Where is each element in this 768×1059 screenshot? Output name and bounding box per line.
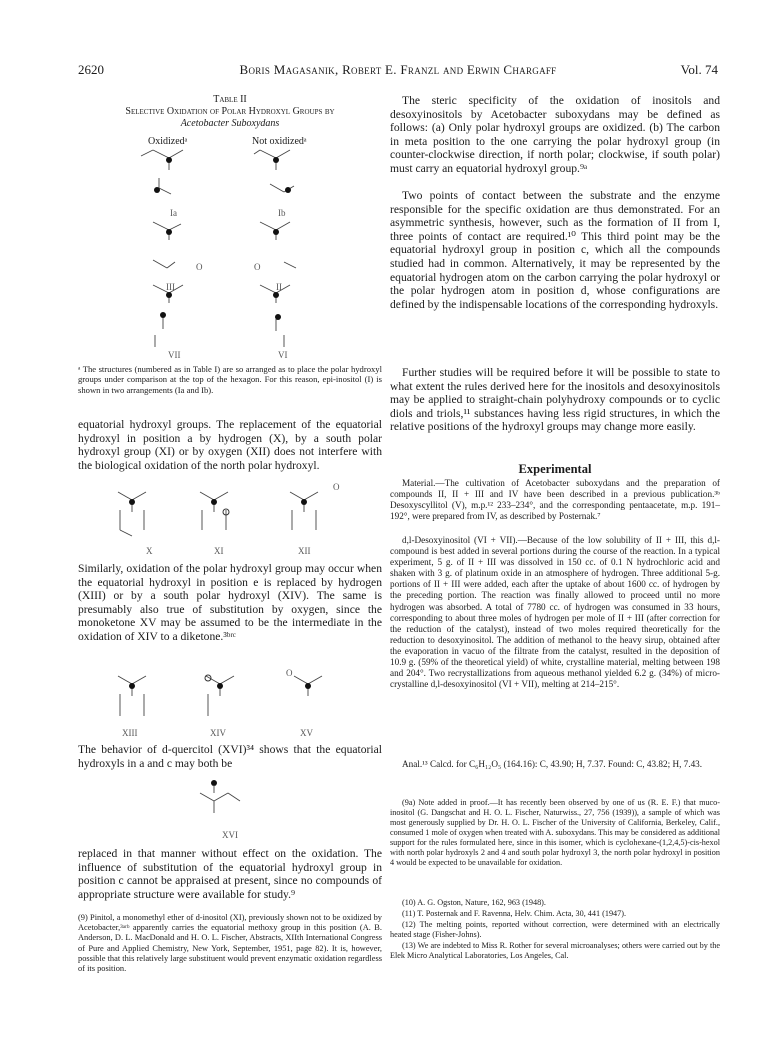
footnote-11: (11) T. Posternak and F. Ravenna, Helv. Chim. Acta, 30, 441 (1947). [402,909,627,918]
structure-ii [260,222,296,268]
label-ib: Ib [278,208,286,218]
left-para-1: equatorial hydroxyl groups. The replacement of the equatorial hydroxyl in position a by hydrogen (X), by a south polar hydroxyl group (XI) or by oxygen (XII) does not interfere with the biological oxidation of the north polar hydroxyl. [78,418,382,472]
left-para-4: replaced in that manner without effect on the oxidation. The influence of substitution of the equatorial hydroxyl group in position c cannot be appraised at present, since no compounds of appropriate structure were available for study.⁹ [78,847,382,901]
material-paragraph: Material.—The cultivation of Acetobacter suboxydans and the preparation of compounds II, II + III and IV have been described in a previous publication.³ᵇ Desoxyscyllitol (V), m.p.¹² 233–234°, and the corresponding pentaacetate, m.p. 191–192°, were prepared from IV, as described by Posternak.⁷ [390,478,720,522]
author-line: Boris Magasanik, Robert E. Franzl and Erwin Chargaff [239,62,557,77]
label-vi: VI [278,350,288,360]
experimental-heading: Experimental [518,462,592,476]
footnote-12: (12) The melting points, reported without correction, were determined with an electrically heated stage (Fisher-Johns). [390,920,720,939]
table-structures [78,148,382,363]
table-caption [78,94,382,130]
label-xi: XI [214,546,224,556]
table-subtitle: Acetobacter Suboxydans [180,118,280,129]
label-xiv: XIV [210,728,226,738]
structure-xvi [200,775,260,825]
col-not-oxidized-header: Not oxidizedᵃ [252,136,307,147]
table-footnote: ᵃ The structures (numbered as in Table I) are so arranged as to place the polar hydroxyl groups under comparison at the top of the hexagon. For this reason, epi-inositol (I) is shown in two arrangements (Ia and Ib). [78,364,382,395]
ketone-o-ii: O [254,262,261,272]
structure-ib [254,150,294,193]
structure-vii [153,285,183,347]
label-x: X [146,546,153,556]
label-xv: XV [300,728,313,738]
left-para-2: Similarly, oxidation of the polar hydroxyl group may occur when the equatorial hydroxyl in position e is replaced by hydrogen (XIII) or by a south polar hydroxyl (XIV). The same is presumably also true of substitution by oxygen, since the monoketone XV may be assumed to be the intermediate in the oxidation of XIV to a diketone.³ᵇʳᶜ [78,562,382,643]
label-xvi: XVI [222,830,238,840]
structures-xiii-xiv-xv [78,672,382,727]
page-number: 2620 [78,62,104,77]
label-iii: III [166,282,175,292]
volume-label: Vol. 74 [680,62,718,77]
structures-x-xi-xii [78,488,382,543]
footnote-13: (13) We are indebted to Miss R. Rother for several microanalyses; others were carried out by the Elek Micro Analytical Laboratories, Los Angeles, Cal. [390,941,720,960]
right-para-1: The steric specificity of the oxidation of inositols and desoxyinositols by Acetobacter suboxydans may be defined as follows: (a) Only polar hydroxyl groups are oxidized. (b) The carbon in meta position to the one carrying the polar hydroxyl group (in counter-clockwise direction, if north polar; clockwise, if south polar) must carry an equatorial hydroxyl group.⁹ᵃ [390,94,720,175]
footnote-10: (10) A. G. Ogston, Nature, 162, 963 (1948). [402,898,546,907]
label-ia: Ia [170,208,177,218]
ketone-o-iii: O [196,262,203,272]
ketone-o-xii: O [333,482,340,492]
label-xii: XII [298,546,311,556]
label-xiii: XIII [122,728,138,738]
table-title: Selective Oxidation of Polar Hydroxyl Groups by [125,106,335,117]
label-vii: VII [168,350,181,360]
label-ii: II [276,282,282,292]
ketone-o-xv: O [286,668,293,678]
table-label: Table II [213,94,247,105]
structure-iii [153,222,181,268]
right-para-3: Further studies will be required before it will be possible to state to what extent the rules derived here for the inositols and desoxyinositols may be applied to straight-chain polyhydroxy compounds or to cyclic diols and triols,¹¹ substances having less rigid structures, in which the relative positions of the hydroxyl groups may change more easily. [390,366,720,434]
footnote-9a: (9a) Note added in proof.—It has recently been observed by one of us (R. E. F.) that muco-inositol (G. Dangschat and H. O. L. Fischer, Naturwiss., 27, 756 (1939)), a sample of which was most generously supplied by Dr. H. O. L. Fischer of the University of California, Berkeley, Calif., consumed 1 mole of oxygen when treated with A. suboxydans. This may be considered as additional support for the rules formulated here, since in this isomer, which is cyclohexane-(1,2,4,5)-cis-hexol with north polar hydroxyls 2 and 4 and south polar hydroxyl 3, the north polar hydroxyl in position 4 would be expected to be unavailable for oxidation. [390,798,720,867]
structure-ia [141,150,183,194]
left-para-3: The behavior of d-quercitol (XVI)³⁴ shows that the equatorial hydroxyls in a and c may both be [78,743,382,770]
running-header [78,62,718,78]
structure-vi [260,285,290,347]
footnote-9: (9) Pinitol, a monomethyl ether of d-inositol (XI), previously shown not to be oxidized by Acetobacter,³ᵃʳᵇ apparently carries the equatorial methoxy group in this position (A. B. Anderson, D. L. MacDonald and H. O. L. Fischer, Abstracts, XIIth International Congress of Pure and Applied Chemistry, New York, September, 1951, page 82). It is, however, possible that this relatively large substituent would prevent enzymatic oxidation regardless of its position. [78,913,382,974]
analysis-paragraph: Anal.¹³ Calcd. for C₆H₁₂O₅ (164.16): C, 43.90; H, 7.37. Found: C, 43.82; H, 7.43. [402,759,703,769]
desoxyinositol-paragraph: d,l-Desoxyinositol (VI + VII).—Because of the low solubility of II + III, this d,l-compound is best added in several portions during the course of the reaction. In a typical experiment, 5 g. of II + III was dissolved in 150 cc. of 0.1 N hydrochloric acid and shaken with 3 g. of platinum oxide in an atmosphere of hydrogen. Three additional 5-g. portions of II + III were added, each after the uptake of about 1600 cc. of hydrogen by the preceding portion. The reaction was finally allowed to proceed until no more hydrogen was absorbed. A total of 7780 cc. of hydrogen was consumed in 33 hours, corresponding to about three moles of hydrogen per mole of II + III (after correction for the reduction of the catalyst), instead of two moles required theoretically for the reduction to desoxyinositol. The addition of methanol to the heavy sirup, obtained after the evaporation in vacuo of the filtrate from the catalyst, resulted in the deposition of 10.9 g. (59% of the theoretical yield) of white, crystalline material, melting between 198 and 204°. Two recrystallizations from aqueous methanol yielded 6.2 g. (34%) of micro-crystalline d,l-desoxyinositol (VI + VII), melting at 214–215°. [390,535,720,690]
right-para-2: Two points of contact between the substrate and the enzyme responsible for the specific oxidation are thus demonstrated. For an asymmetric synthesis, however, such as the formation of II from I, three points of contact are required.¹⁰ This third point may be the equatorial hydroxyl group in position c, which all the compounds studied had in common. Alternatively, it may be represented by the equatorial hydrogen atom on the carbon carrying the polar hydroxyl or the polar hydrogen atom in position d, whose configurations are defined by the indispensable locations of the corresponding hydroxyls. [390,189,720,311]
col-oxidized-header: Oxidizedᵃ [148,136,188,147]
